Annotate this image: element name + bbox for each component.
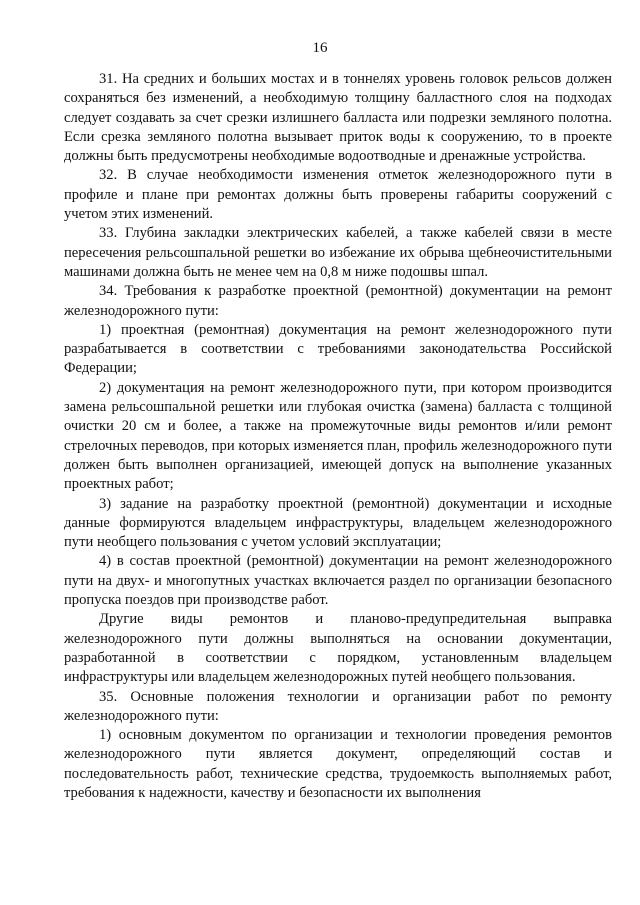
paragraph-34-item-4: 4) в состав проектной (ремонтной) документации на ремонт железнодорожного пути на двух- и многопутных участках включается раздел по организации безопасного пропуска поездов при производстве работ. — [64, 553, 612, 609]
paragraph-other-repairs: Другие виды ремонтов и планово-предупредительная выправка железнодорожного пути должны выполняться на основании документации, разработанной в соответствии с порядком, установленным владельцем инфраструктуры или владельцем железнодорожных путей необщего пользования. — [64, 611, 612, 686]
paragraph-34-item-3: 3) задание на разработку проектной (ремонтной) документации и исходные данные формируются владельцем инфраструктуры, владельцем железнодорожного пути необщего пользования с учетом условий эксплуатации; — [64, 495, 612, 551]
paragraph-35: 35. Основные положения технологии и организации работ по ремонту железнодорожного пути: — [64, 688, 612, 724]
paragraph-35-item-1: 1) основным документом по организации и технологии проведения ремонтов железнодорожного пути является документ, определяющий состав и последовательность работ, технические средства, трудоемкость выполняемых работ, требования к надежности, качеству и безопасности их выполнения — [64, 727, 612, 801]
paragraph-31: 31. На средних и больших мостах и в тоннелях уровень головок рельсов должен сохраняться без изменений, а необходимую толщину балластного слоя на подходах следует создавать за счет срезки излишнего балласта или подрезки земляного полотна. Если срезка земляного полотна вызывает приток воды к сооружению, то в проекте должны быть предусмотрены необходимые водоотводные и дренажные устройства. — [64, 71, 612, 165]
paragraph-33: 33. Глубина закладки электрических кабелей, а также кабелей связи в месте пересечения рельсошпальной решетки во избежание их обрыва щебнеочистительными машинами должна быть не менее чем на 0,8 м ниже подошвы шпал. — [64, 225, 612, 280]
paragraph-32: 32. В случае необходимости изменения отметок железнодорожного пути в профиле и плане при ремонтах должны быть проверены габариты сооружений с учетом этих изменений. — [64, 167, 612, 223]
body-text — [64, 70, 612, 803]
paragraph-34: 34. Требования к разработке проектной (ремонтной) документации на ремонт железнодорожного пути: — [64, 283, 612, 319]
paragraph-34-item-1: 1) проектная (ремонтная) документация на ремонт железнодорожного пути разрабатывается в соответствии с требованиями законодательства Российской Федерации; — [64, 321, 612, 377]
paragraph-34-item-2: 2) документация на ремонт железнодорожного пути, при котором производится замена рельсошпальной решетки или глубокая очистка (замена) балласта с толщиной очистки 20 см и более, а также на промежуточные виды ремонтов и/или ремонт стрелочных переводов, при которых изменяется план, профиль железнодорожного пути должен быть выполнен организацией, имеющей допуск на выполнение указанных проектных работ; — [64, 379, 612, 493]
page-number: 16 — [312, 40, 328, 56]
